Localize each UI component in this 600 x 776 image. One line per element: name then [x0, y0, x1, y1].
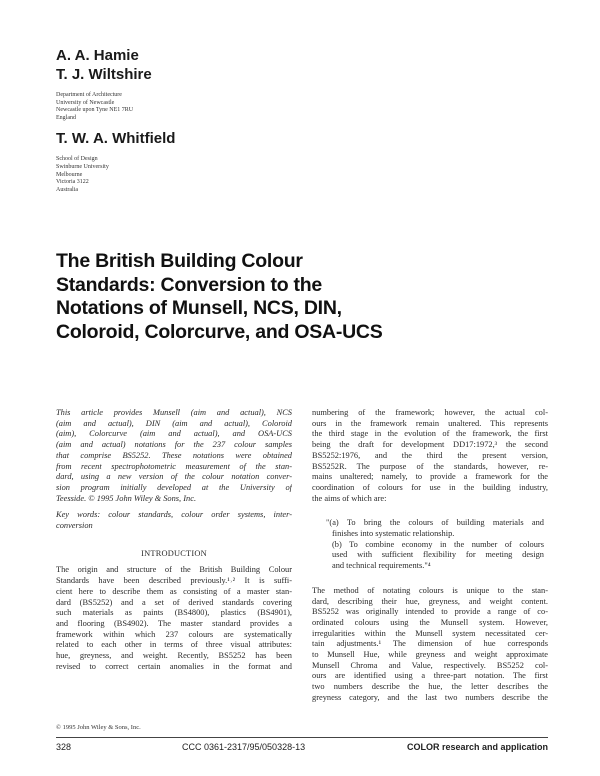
copyright-notice: © 1995 John Wiley & Sons, Inc.: [56, 724, 141, 731]
article-title: The British Building Colour Standards: Conversion to the Notations of Munsell, NCS, DIN, Coloroid, Colorcurve, and OSA-UCS: [56, 250, 383, 343]
author-name: A. A. Hamie: [56, 47, 139, 64]
ccc-code: CCC 0361-2317/95/050328-13: [182, 742, 306, 752]
page-number: 328: [56, 742, 72, 752]
left-column: [56, 408, 292, 672]
author-name: T. W. A. Whitfield: [56, 130, 176, 148]
journal-name: COLOR research and application: [406, 742, 548, 752]
footer-divider: [56, 737, 548, 738]
block-quote: "(a) To bring the colours of building materials and finishes into systematic relationship. (b) To combine economy in the number of colours used with sufficient flexibility for meeting design and technical requirements."⁴: [326, 518, 544, 571]
intro-paragraph: The origin and structure of the British Building Colour Standards have been described previously.¹˒² It is suffi- cient here to describe them as consisting of a master stan- dard (BS5252) and a set of derived standards covering such materials as paints (BS4800), plastics (BS4901), and flooring (BS4902). The master standard provides a framework within which 237 colours are systematically related to each other in terms of three visual attributes: hue, greyness, and weight. Recently, BS5252 has been revised to correct certain anomalies in the format and: [56, 565, 292, 671]
keywords: Key words: colour standards, colour order systems, inter- conversion: [56, 510, 292, 531]
author-name: T. J. Wiltshire: [56, 66, 152, 83]
authors-block: [56, 46, 356, 194]
abstract: This article provides Munsell (aim and actual), NCS (aim and actual), DIN (aim and actual), Coloroid (aim), Colorcurve (aim and actual), and OSA-UCS (aim and actual) notations for the 237 colour samples that comprise BS5252. These notations were obtained from recent spectrophotometric measurement of the stan- dard, using a new version of the colour notation conver- sion program initially developed at the University of Teesside. © 1995 John Wiley & Sons, Inc.: [56, 408, 292, 503]
author-affiliation: School of Design Swinburne University Melbourne Victoria 3122 Australia: [56, 156, 109, 193]
right-column: [312, 408, 548, 704]
body-paragraph: The method of notating colours is unique to the stan- dard, describing their hue, greyness, and weight content. BS5252 was originally intended to provide a range of co- ordinated colours using the Munsell system. However, irregularities within the Munsell system necessitated cer- tain adjustments.¹ The dimension of hue corresponds to Munsell Hue, while greyness and weight approximate Munsell Chroma and Value, respectively. BS5252 col- ours are identified using a three-part notation. The first two numbers describe the hue, the letter describes the greyness category, and the last two numbers describe the: [312, 585, 548, 702]
body-paragraph: numbering of the framework; however, the actual col- ours in the framework remain unaltered. This represents the third stage in the evolution of the framework, the first being the draft for development DD17:1972,³ the second BS5252:1976, and the third the present version, BS5252R. The purpose of the standards, however, re- mains unaltered; namely, to provide a framework for the coordination of colours for use in the building industry, the aims of which are:: [312, 408, 548, 503]
author-affiliation: Department of Architecture University of Newcastle Newcastle upon Tyne NE1 7RU England: [56, 92, 134, 121]
section-heading: INTRODUCTION: [141, 548, 207, 558]
